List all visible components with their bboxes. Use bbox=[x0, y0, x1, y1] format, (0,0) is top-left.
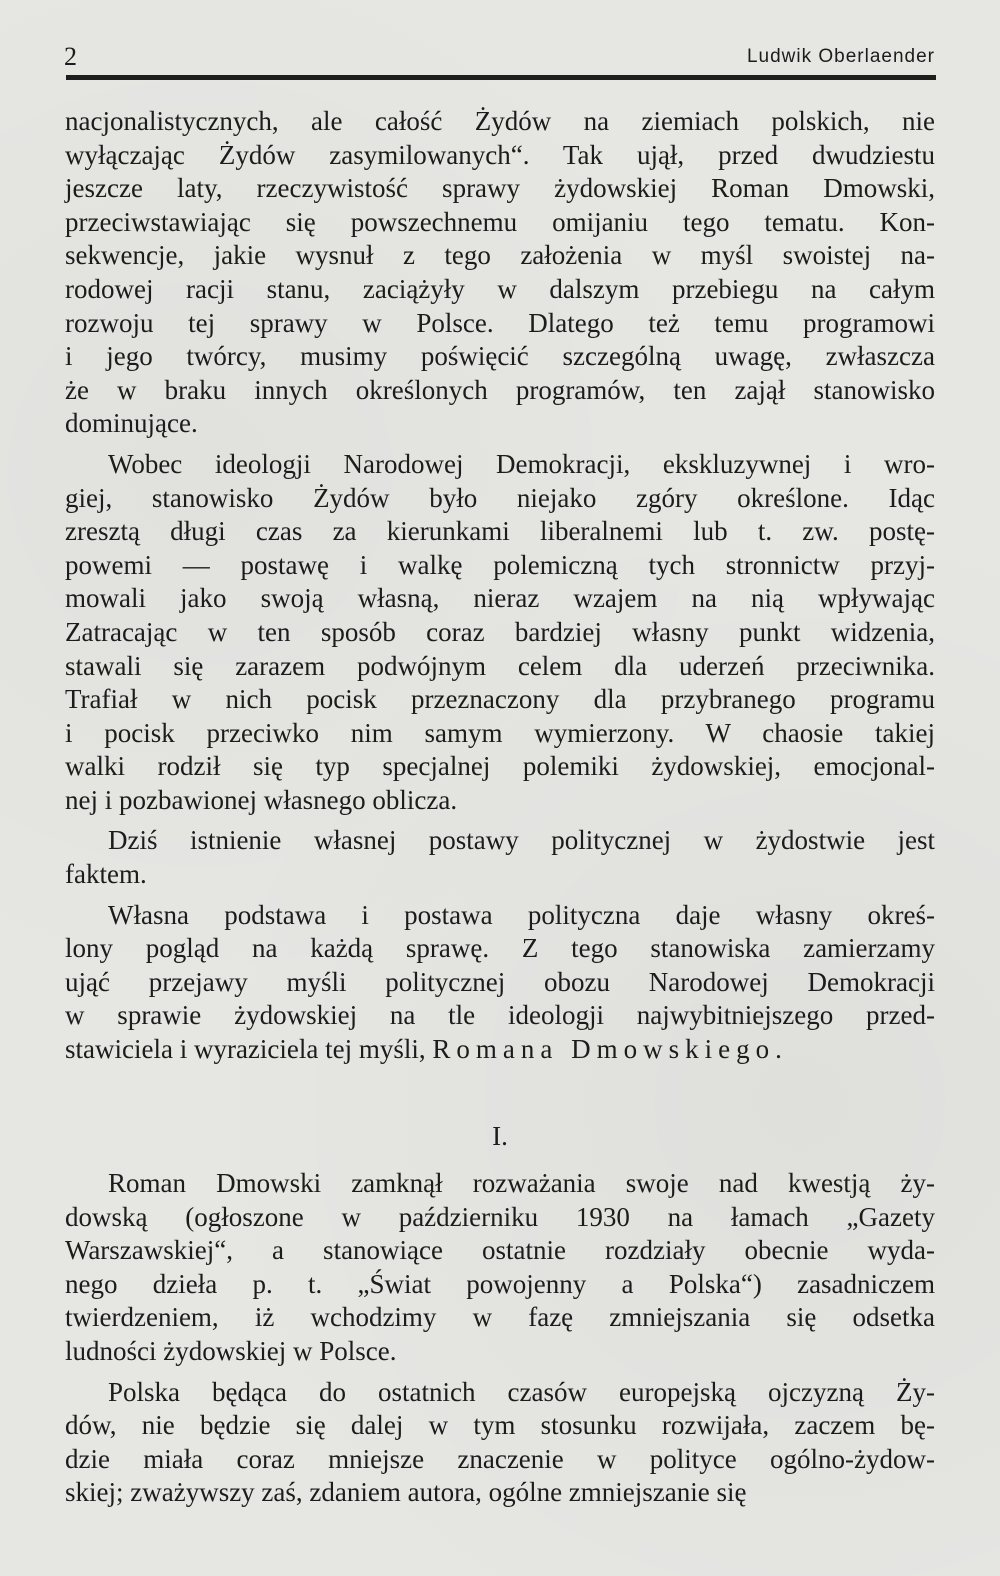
text-line: dów, nie będzie się dalej w tym stosunku rozwijała, zaczem bę- bbox=[65, 1410, 935, 1441]
text-line: sekwencje, jakie wysnuł z tego założenia w myśl swoistej na- bbox=[65, 240, 935, 271]
header-rule bbox=[66, 75, 936, 80]
text-line: stawali się zarazem podwójnym celem dla uderzeń przeciwnika. bbox=[65, 650, 935, 681]
text-line: Dziś istnienie własnej postawy politycznej w żydostwie jest bbox=[108, 825, 935, 856]
paragraph bbox=[65, 105, 935, 441]
text-line: lony pogląd na każdą sprawę. Z tego stanowiska zamierzamy bbox=[65, 933, 935, 964]
text-line: zresztą długi czas za kierunkami liberalnemi lub t. zw. postę- bbox=[65, 516, 935, 547]
section-2-body bbox=[65, 1167, 935, 1510]
paragraph bbox=[65, 1376, 935, 1510]
text-line: nego dzieła p. t. „Świat powojenny a Polska“) zasadniczem bbox=[65, 1268, 935, 1299]
text-line: i pocisk przeciwko nim samym wymierzony. W chaosie takiej bbox=[65, 717, 935, 748]
text-line: rodowej racji stanu, zaciążyły w dalszym przebiegu na całym bbox=[65, 273, 935, 304]
text-line: Warszawskiej“, a stanowiące ostatnie rozdziały obecnie wyda- bbox=[65, 1235, 935, 1266]
section-1-body bbox=[65, 105, 935, 1067]
text-line: nacjonalistycznych, ale całość Żydów na ziemiach polskich, nie bbox=[65, 106, 935, 136]
text-line: mowali jako swoją własną, nieraz wzajem na nią wpływając bbox=[65, 583, 935, 614]
text-line: skiej; zważywszy zaś, zdaniem autora, ogólne zmniejszanie się bbox=[65, 1477, 747, 1508]
text-line: dominujące. bbox=[65, 408, 198, 439]
text-line: faktem. bbox=[65, 859, 147, 890]
text-line: Zatracając w ten sposób coraz bardziej własny punkt widzenia, bbox=[65, 616, 935, 647]
text-fragment: . bbox=[775, 1034, 782, 1065]
text-line: w sprawie żydowskiej na tle ideologji najwybitniejszego przed- bbox=[65, 1000, 935, 1031]
text-line: powemi — postawę i walkę polemiczną tych stronnictw przyj- bbox=[65, 549, 935, 580]
page-number: 2 bbox=[64, 42, 77, 71]
text-line: Polska będąca do ostatnich czasów europejską ojczyzną Ży- bbox=[108, 1376, 935, 1407]
text-line: Wobec ideologji Narodowej Demokracji, ekskluzywnej i wro- bbox=[108, 448, 935, 479]
text-line: jeszcze laty, rzeczywistość sprawy żydowskiej Roman Dmowski, bbox=[65, 173, 935, 204]
text-line bbox=[65, 1033, 935, 1067]
paragraph bbox=[65, 899, 935, 1067]
text-line: dowską (ogłoszone w październiku 1930 na łamach „Gazety bbox=[65, 1201, 935, 1232]
text-line: ludności żydowskiej w Polsce. bbox=[65, 1335, 397, 1366]
text-line: Trafiał w nich pocisk przeznaczony dla przybranego programu bbox=[65, 684, 935, 715]
paragraph bbox=[65, 1167, 935, 1369]
text-line: giej, stanowisko Żydów było niejako zgóry określone. Idąc bbox=[65, 482, 935, 513]
text-line: że w braku innych określonych programów, ten zajął stanowisko bbox=[65, 374, 935, 405]
text-line: dzie miała coraz mniejsze znaczenie w polityce ogólno-żydow- bbox=[65, 1443, 935, 1474]
section-heading: I. bbox=[492, 1121, 508, 1151]
paragraph bbox=[65, 448, 935, 818]
text-line: walki rodził się typ specjalnej polemiki żydowskiej, emocjonal- bbox=[65, 751, 935, 782]
text-fragment: stawiciela i wyraziciela tej myśli, bbox=[65, 1034, 433, 1065]
paragraph bbox=[65, 824, 935, 891]
text-line: i jego twórcy, musimy poświęcić szczególną uwagę, zwłaszcza bbox=[65, 341, 935, 372]
text-line: nej i pozbawionej własnego oblicza. bbox=[65, 784, 458, 815]
text-line: Roman Dmowski zamknął rozważania swoje nad kwestją ży- bbox=[108, 1168, 935, 1198]
running-head: Ludwik Oberlaender bbox=[746, 46, 935, 67]
text-line: wyłączając Żydów zasymilowanych“. Tak ujął, przed dwudziestu bbox=[65, 139, 935, 170]
text-line: rozwoju tej sprawy w Polsce. Dlatego też temu programowi bbox=[65, 307, 935, 338]
text-line: twierdzeniem, iż wchodzimy w fazę zmniejszania się odsetka bbox=[65, 1302, 935, 1333]
text-line: Własna podstawa i postawa polityczna daje własny okreś- bbox=[108, 899, 935, 930]
spaced-name: Romana Dmowskiego bbox=[432, 1034, 776, 1065]
text-line: przeciwstawiając się powszechnemu omijaniu tego tematu. Kon- bbox=[65, 206, 935, 237]
text-line: ująć przejawy myśli politycznej obozu Narodowej Demokracji bbox=[65, 966, 935, 997]
